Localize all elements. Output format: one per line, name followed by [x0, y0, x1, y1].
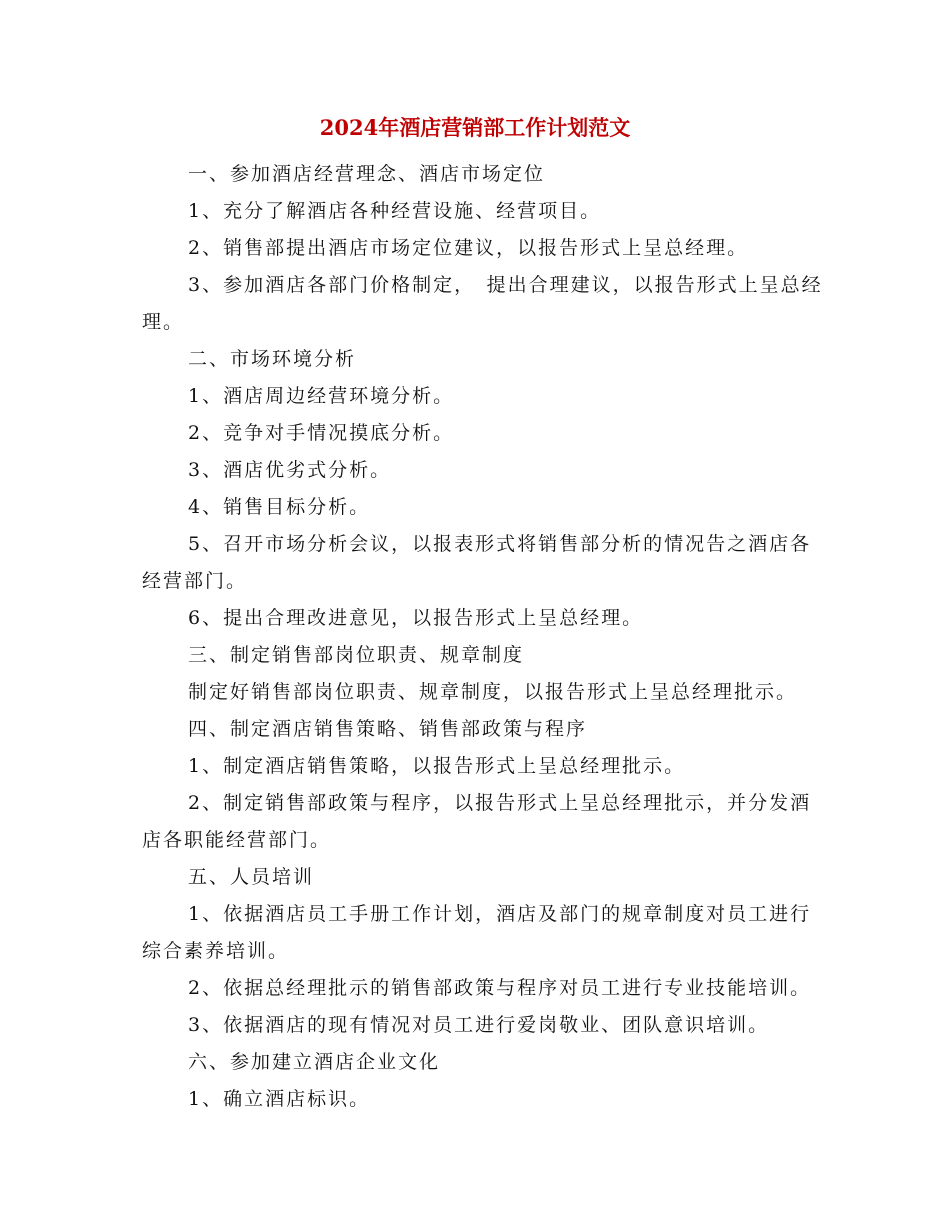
paragraph: 6、提出合理改进意见，以报告形式上呈总经理。: [188, 607, 644, 629]
paragraph: 1、充分了解酒店各种经营设施、经营项目。: [188, 200, 602, 222]
paragraph: 2、制定销售部政策与程序，以报告形式上呈总经理批示，并分发酒店各职能经营部门。: [142, 792, 812, 851]
paragraph: 3、酒店优劣式分析。: [188, 459, 392, 481]
paragraph-section-1: 一、参加酒店经营理念、酒店市场定位: [188, 163, 546, 185]
paragraph-section-6: 六、参加建立酒店企业文化: [188, 1051, 441, 1073]
paragraph: 1、确立酒店标识。: [188, 1088, 371, 1110]
paragraph: 2、销售部提出酒店市场定位建议，以报告形式上呈总经理。: [188, 237, 749, 259]
paragraph: 1、制定酒店销售策略，以报告形式上呈总经理批示。: [188, 755, 686, 777]
paragraph: 5、召开市场分析会议，以报表形式将销售部分析的情况告之酒店各经营部门。: [142, 533, 812, 592]
paragraph: 2、竞争对手情况摸底分析。: [188, 422, 455, 444]
paragraph-section-3: 三、制定销售部岗位职责、规章制度: [188, 644, 525, 666]
document-body: [142, 156, 832, 1118]
paragraph: 3、依据酒店的现有情况对员工进行爱岗敬业、团队意识培训。: [188, 1014, 770, 1036]
paragraph: 制定好销售部岗位职责、规章制度，以报告形式上呈总经理批示。: [188, 681, 798, 703]
paragraph-section-2: 二、市场环境分析: [188, 348, 357, 370]
paragraph: 1、酒店周边经营环境分析。: [188, 385, 455, 407]
document-title: 2024年酒店营销部工作计划范文: [319, 115, 631, 140]
paragraph: 4、销售目标分析。: [188, 496, 371, 518]
paragraph: 1、依据酒店员工手册工作计划，酒店及部门的规章制度对员工进行综合素养培训。: [142, 903, 812, 962]
paragraph-section-5: 五、人员培训: [188, 866, 315, 888]
paragraph-section-4: 四、制定酒店销售策略、销售部政策与程序: [188, 718, 588, 740]
paragraph: 2、依据总经理批示的销售部政策与程序对员工进行专业技能培训。: [188, 977, 812, 999]
paragraph: 3、参加酒店各部门价格制定， 提出合理建议，以报告形式上呈总经理。: [142, 274, 823, 333]
